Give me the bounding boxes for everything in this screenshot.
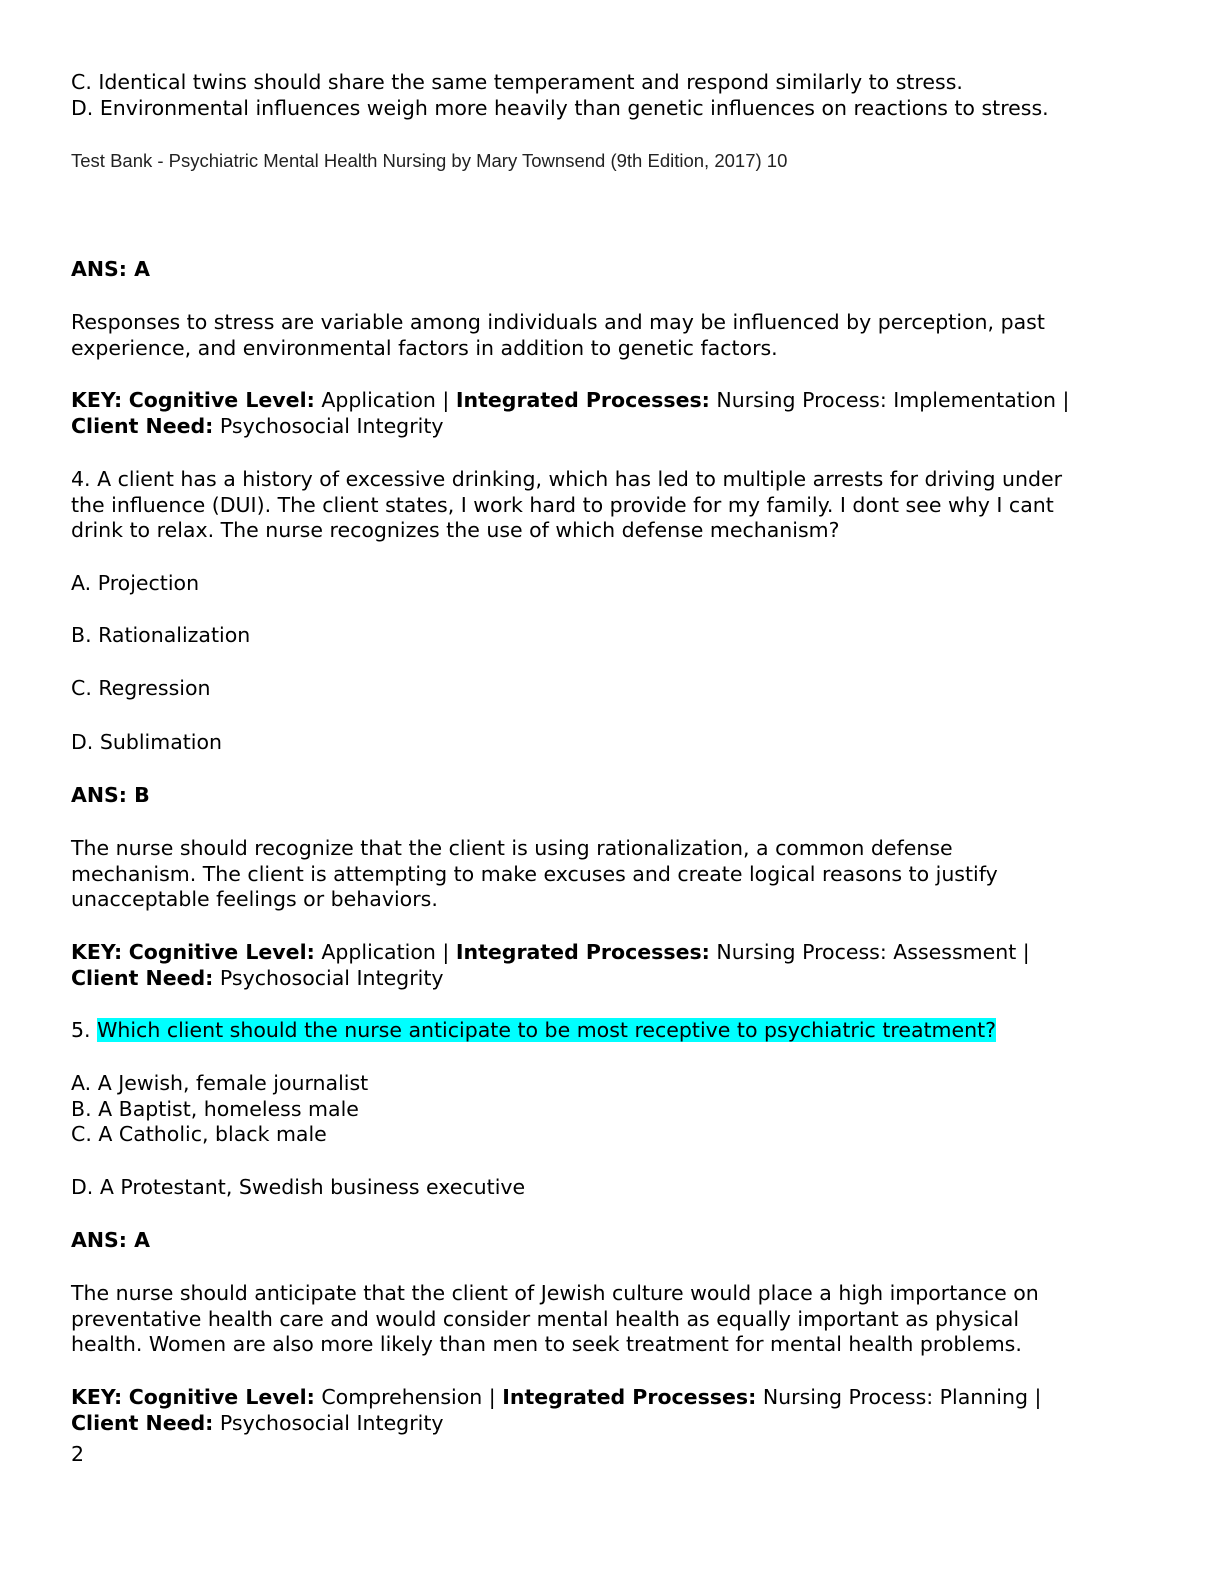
- q3-key: [71, 388, 1151, 439]
- q3-answer: ANS: A: [71, 257, 150, 281]
- q3-rationale-line: Responses to stress are variable among individuals and may be influenced by perception, past: [71, 310, 1045, 334]
- q5-rationale-line: The nurse should anticipate that the client of Jewish culture would place a high importance on: [71, 1281, 1039, 1305]
- q5-option-b: B. A Baptist, homeless male: [71, 1096, 359, 1121]
- q5-answer: ANS: A: [71, 1228, 150, 1252]
- key-label: KEY:: [71, 388, 123, 412]
- integrated-processes-label: Integrated Processes:: [455, 940, 710, 964]
- page-number: 2: [71, 1442, 85, 1466]
- q5-options-group: [71, 1071, 1151, 1148]
- q3-rationale: [71, 310, 1151, 361]
- integrated-processes-value: Nursing Process: Assessment |: [716, 940, 1030, 964]
- client-need-value: Psychosocial Integrity: [219, 413, 444, 438]
- q5-option-c: C. A Catholic, black male: [71, 1122, 327, 1146]
- q5-option-d: D. A Protestant, Swedish business executive: [71, 1175, 526, 1199]
- key-label: KEY:: [71, 1385, 123, 1409]
- q4-option-d: D. Sublimation: [71, 730, 223, 754]
- carryover-options: [71, 70, 1151, 121]
- q3-rationale-line: experience, and environmental factors in addition to genetic factors.: [71, 335, 778, 360]
- cognitive-level-label: Cognitive Level:: [128, 388, 315, 412]
- client-need-label: Client Need:: [71, 965, 214, 990]
- q4-option-b: B. Rationalization: [71, 623, 251, 647]
- client-need-value: Psychosocial Integrity: [219, 965, 444, 990]
- q4-rationale: [71, 836, 1151, 913]
- client-need-value: Psychosocial Integrity: [219, 1410, 444, 1435]
- q5-rationale-line: preventative health care and would consider mental health as equally important as physical: [71, 1306, 1020, 1331]
- running-header: Test Bank - Psychiatric Mental Health Nursing by Mary Townsend (9th Edition, 2017) 10: [71, 150, 788, 171]
- cognitive-level-label: Cognitive Level:: [128, 1385, 315, 1409]
- integrated-processes-label: Integrated Processes:: [455, 388, 710, 412]
- q4-stem-line: the influence (DUI). The client states, I work hard to provide for my family. I dont see why I cant: [71, 492, 1054, 517]
- q4-answer: ANS: B: [71, 783, 150, 807]
- integrated-processes-label: Integrated Processes:: [502, 1385, 757, 1409]
- cognitive-level-value: Application |: [321, 940, 450, 964]
- q5-option-a: A. A Jewish, female journalist: [71, 1071, 369, 1095]
- key-label: KEY:: [71, 940, 123, 964]
- q5-rationale: [71, 1281, 1151, 1358]
- option-c: C. Identical twins should share the same temperament and respond similarly to stress.: [71, 70, 963, 94]
- q4-stem-line: drink to relax. The nurse recognizes the use of which defense mechanism?: [71, 518, 840, 542]
- q4-key: [71, 940, 1151, 991]
- cognitive-level-label: Cognitive Level:: [128, 940, 315, 964]
- q4-option-c: C. Regression: [71, 676, 211, 700]
- q5-rationale-line: health. Women are also more likely than men to seek treatment for mental health problems.: [71, 1332, 1022, 1356]
- client-need-label: Client Need:: [71, 1410, 214, 1435]
- client-need-label: Client Need:: [71, 413, 214, 438]
- q5-highlighted-question: Which client should the nurse anticipate to be most receptive to psychiatric treatment?: [97, 1018, 997, 1042]
- q4-stem-line: 4. A client has a history of excessive drinking, which has led to multiple arrests for driving under: [71, 467, 1063, 491]
- cognitive-level-value: Comprehension |: [321, 1385, 496, 1409]
- q5-stem: [71, 1018, 1151, 1044]
- q4-option-a: A. Projection: [71, 571, 200, 595]
- q4-stem: [71, 467, 1151, 544]
- q5-number: 5.: [71, 1018, 91, 1042]
- cognitive-level-value: Application |: [321, 388, 450, 412]
- q4-rationale-line: unacceptable feelings or behaviors.: [71, 887, 438, 911]
- option-d: D. Environmental influences weigh more heavily than genetic influences on reactions to stress.: [71, 95, 1049, 120]
- integrated-processes-value: Nursing Process: Planning |: [762, 1385, 1042, 1409]
- q4-rationale-line: mechanism. The client is attempting to make excuses and create logical reasons to justify: [71, 861, 998, 886]
- integrated-processes-value: Nursing Process: Implementation |: [716, 388, 1070, 412]
- q4-rationale-line: The nurse should recognize that the client is using rationalization, a common defense: [71, 836, 953, 860]
- q5-key: [71, 1385, 1151, 1436]
